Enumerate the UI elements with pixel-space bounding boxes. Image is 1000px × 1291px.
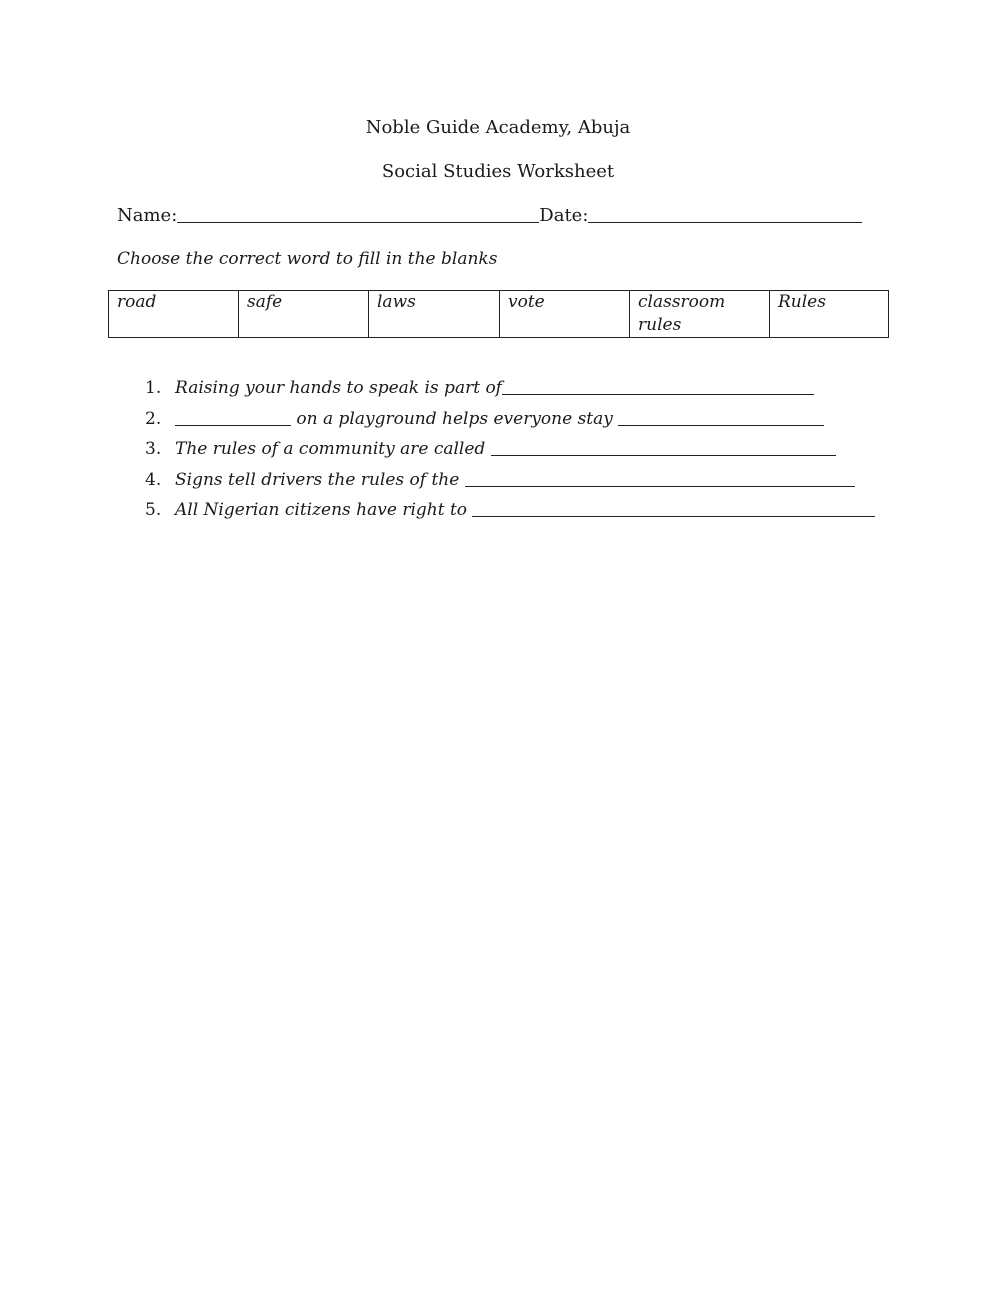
answer-blank[interactable] [618,424,824,426]
instructions: Choose the correct word to fill in the blanks [117,249,498,269]
word-bank-cell: laws [369,291,500,338]
answer-blank[interactable] [175,424,291,426]
question-text: Raising your hands to speak is part of [175,378,502,398]
question-text: Signs tell drivers the rules of the [175,469,460,490]
question-number: 5. [145,500,162,520]
question-text: The rules of a community are called [175,439,486,459]
question-number: 4. [145,469,162,490]
date-blank[interactable] [588,221,862,223]
worksheet-title: Social Studies Worksheet [381,161,615,182]
word-bank-cell: Rules [770,291,889,338]
question-text: All Nigerian citizens have right to [175,500,468,520]
word-bank-cell: road [109,291,239,338]
question-number: 3. [145,439,162,459]
question-text: on a playground helps everyone stay [291,408,613,429]
school-title: Noble Guide Academy, Abuja [365,117,631,138]
word-bank-cell: safe [239,291,369,338]
word-bank-cell: vote [500,291,630,338]
question-item [145,437,875,468]
answer-blank[interactable] [502,393,814,395]
name-label: Name: [117,205,178,226]
question-item [145,498,875,529]
answer-blank[interactable] [491,454,836,456]
question-number: 1. [145,378,162,398]
question-item [145,468,875,499]
word-bank-row [109,291,889,338]
answer-blank[interactable] [472,515,875,517]
name-blank[interactable] [177,221,539,223]
question-item [145,407,875,438]
question-number: 2. [145,408,162,429]
question-list [145,376,875,529]
word-bank-table [108,290,889,338]
date-label: Date: [539,205,589,226]
question-item [145,376,875,407]
word-bank-cell: classroom rules [630,291,770,338]
name-date-row [117,205,862,226]
answer-blank[interactable] [465,485,855,487]
